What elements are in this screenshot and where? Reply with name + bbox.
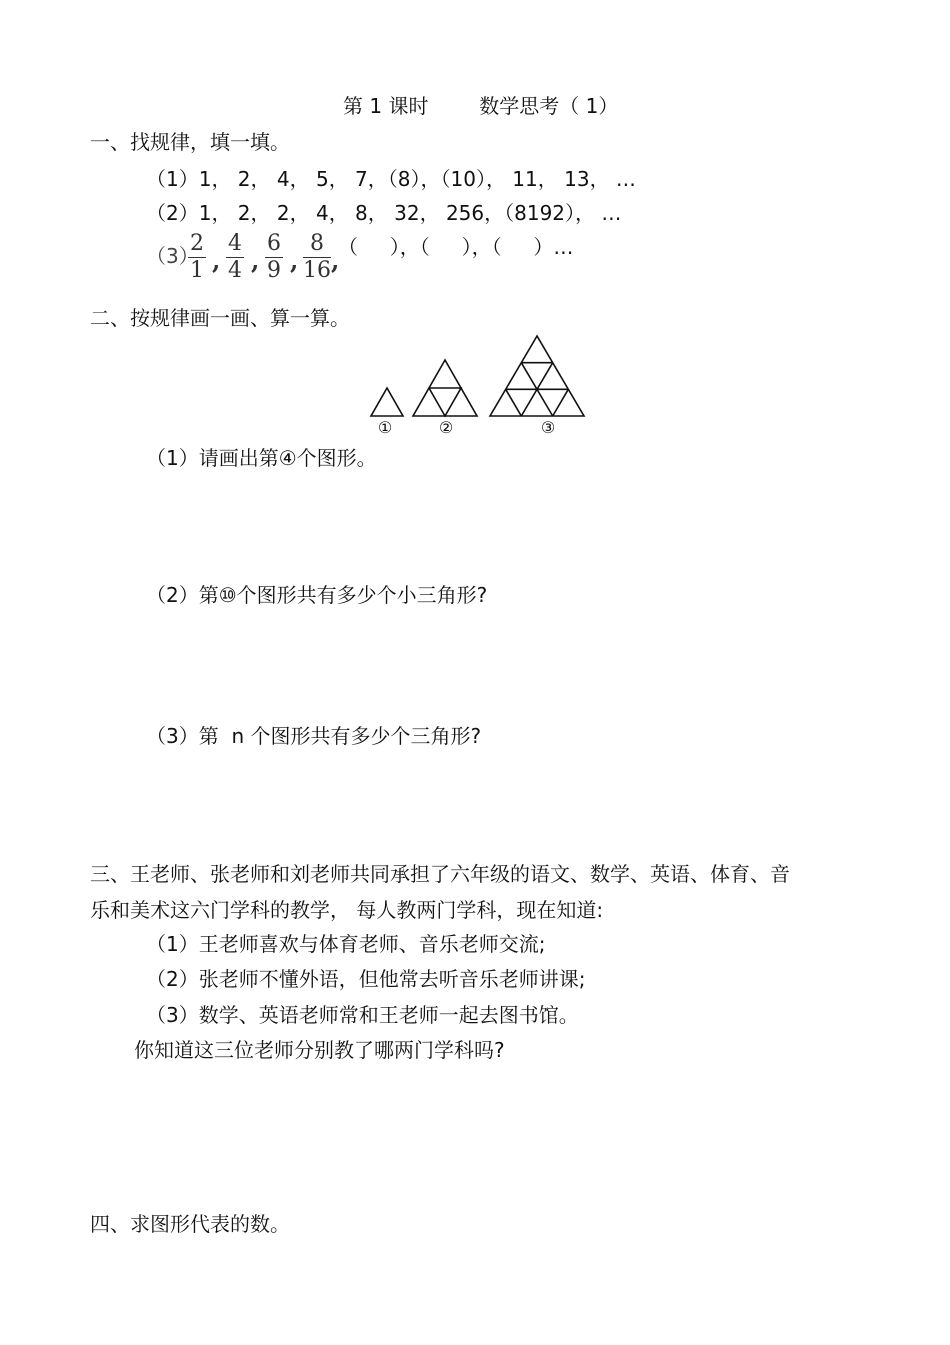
- triangle-pattern-figure: [365, 332, 595, 437]
- page-title: 第 1 课时 数学思考（ 1）: [343, 94, 619, 118]
- fraction-4-numerator: 8: [303, 233, 331, 258]
- section-1-heading: 一、找规律，填一填。: [90, 130, 290, 154]
- triangle-figure-1: [371, 388, 403, 416]
- fraction-1-denominator: 1: [190, 258, 204, 283]
- fraction-2: [226, 233, 244, 282]
- fraction-1-numerator: 2: [190, 231, 204, 256]
- triangle-figure-2: [413, 360, 477, 416]
- fraction-1: [188, 233, 206, 282]
- comma: ,: [290, 246, 299, 275]
- fraction-3-numerator: 6: [267, 231, 281, 256]
- fraction-2-denominator: 4: [228, 258, 242, 283]
- figure-label-1: ①: [377, 418, 393, 437]
- section-4-heading: 四、求图形代表的数。: [90, 1212, 290, 1236]
- section-2-question-2: （2）第⑩个图形共有多少个小三角形?: [146, 583, 488, 607]
- section-2-heading: 二、按规律画一画、算一算。: [90, 306, 350, 330]
- section-3-line-2: 乐和美术这六门学科的教学， 每人教两门学科，现在知道:: [90, 898, 604, 922]
- section-1-question-1: （1）1， 2， 4， 5， 7，（8），（10）， 11， 13， …: [146, 167, 636, 191]
- section-3-line-1: 三、王老师、张老师和刘老师共同承担了六年级的语文、数学、英语、体育、音: [90, 862, 790, 886]
- triangle-figure-3: [490, 336, 584, 416]
- section-3-condition-1: （1）王老师喜欢与体育老师、音乐老师交流;: [146, 932, 546, 956]
- fraction-3: [265, 233, 283, 282]
- fraction-3-denominator: 9: [267, 258, 281, 283]
- figure-label-2: ②: [438, 418, 454, 437]
- section-1-question-3-blanks: （ ），（ ），（ ）…: [338, 235, 574, 259]
- fraction-4: [303, 233, 331, 282]
- figure-label-3: ③: [540, 418, 556, 437]
- section-1-question-3-prefix: （3）: [146, 244, 199, 268]
- comma: ,: [331, 246, 340, 275]
- section-3-condition-3: （3）数学、英语老师常和王老师一起去图书馆。: [146, 1003, 579, 1027]
- fraction-4-denominator: 16: [303, 258, 331, 283]
- section-3-condition-2: （2）张老师不懂外语，但他常去听音乐老师讲课;: [146, 967, 586, 991]
- section-1-question-2: （2）1， 2， 2， 4， 8， 32， 256，（8192）， …: [146, 201, 622, 225]
- section-2-question-1: （1）请画出第④个图形。: [146, 446, 377, 470]
- section-2-question-3: （3）第 n 个图形共有多少个三角形?: [146, 724, 482, 748]
- fraction-2-numerator: 4: [228, 231, 242, 256]
- section-3-question: 你知道这三位老师分别教了哪两门学科吗?: [134, 1038, 505, 1062]
- comma: ,: [212, 246, 221, 275]
- comma: ,: [251, 246, 260, 275]
